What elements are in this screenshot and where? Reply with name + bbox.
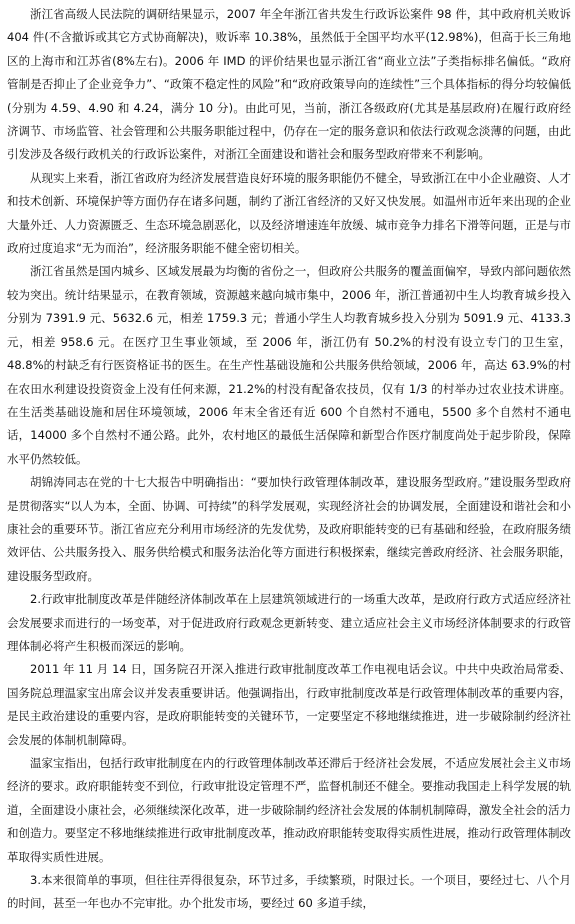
paragraph-wen-jiabao-remarks: 温家宝指出，包括行政审批制度在内的行政管理体制改革还滞后于经济社会发展，不适应发展社会主义市场经济的要求。政府职能转变不到位，行政审批设定管理不严，监督机制还不健全。要推动我国走上科学发展的轨道，全面建设小康社会，必须继续深化改革，进一步破除制约经济社会发展的体制机制障碍，激发全社会的活力和创造力。要坚定不移地继续推进行政审批制度改革，推动政府职能转变取得实质性进展，推动行政管理体制改革取得实质性进展。 — [7, 756, 571, 864]
paragraph-service-government-goal: 胡锦涛同志在党的十七大报告中明确指出：“要加快行政管理体制改革，建设服务型政府。”建设服务型政府是贯彻落实“以人为本，全面、协调、可持续”的科学发展观，实现经济社会的协调发展，全面建设和谐社会和小康社会的重要环节。浙江省应充分利用市场经济的先发优势，及政府职能转变的已有基础和经验，在政府服务绩效评估、公共服务投入、服务供给模式和服务法治化等方面进行积极探索，继续完善政府经济、社会服务职能，建设服务型政府。 — [7, 475, 571, 583]
paragraph-state-council-meeting: 2011 年 11 月 14 日，国务院召开深入推进行政审批制度改革工作电视电话会议。中共中央政治局常委、国务院总理温家宝出席会议并发表重要讲话。他强调指出，行政审批制度改革是行政管理体制改革的重要内容，是民主政治建设的重要内容，是政府职能转变的关键环节，一定要坚定不移地继续推进，进一步破除制约经济社会发展的体制机制障碍。 — [7, 662, 571, 747]
paragraph-zhejiang-court-findings: 浙江省高级人民法院的调研结果显示，2007 年全年浙江省共发生行政诉讼案件 98 件，其中政府机关败诉 404 件(不含撤诉或其它方式协商解决)，败诉率 10.38%，虽然低于全国平均水平(12.98%)，但高于长三角地区的上海市和江苏省(8%左右)。2006 年 IMD 的评价结果也显示浙江省“商业立法”子类指标排名偏低。“政府管制是否抑止了企业竞争力”、“政策不稳定性的风险”和“政府政策导向的连续性”三个具体指标的得分均较偏低(分别为 4.59、4.90 和 4.24，满分 10 分)。由此可见，当前，浙江各级政府(尤其是基层政府)在履行政府经济调节、市场监管、社会管理和公共服务职能过程中，仍存在一定的服务意识和依法行政观念淡薄的问题，由此引发涉及各级行政机关的行政诉讼案件，对浙江全面建设和谐社会和服务型政府带来不利影响。 — [7, 7, 571, 162]
paragraph-approval-complexity: 3.本来很简单的事项，但往往弄得很复杂，环节过多，手续繁琐，时限过长。一个项目，要经过七、八个月的时间，甚至一年也办不完审批。办个批发市场，要经过 60 多道手续， — [7, 873, 571, 911]
paragraph-public-service-coverage: 浙江省虽然是国内城乡、区域发展最为均衡的省份之一，但政府公共服务的覆盖面偏窄，导致内部问题依然较为突出。统计结果显示，在教育领域，资源越来越向城市集中，2006 年，浙江普通初中生人均教育城乡投入分别为 7391.9 元、5632.6 元，相差 1759.3 元；普通小学生人均教育城乡投入分别为 5091.9 元、4133.3 元，相差 958.6 元。在医疗卫生事业领域，至 2006 年，浙江仍有 50.2%的村没有设立专门的卫生室，48.8%的村缺乏有行医资格证书的医生。在生产性基础设施和公共服务供给领域，2006 年，高达 63.9%的村在农田水利建设投资资金上没有任何来源，21.2%的村没有配备农技员，仅有 1/3 的村举办过农业技术讲座。在生活类基础设施和居住环境领域，2006 年末全省还有近 600 个自然村不通电，5500 多个自然村不通电话，14000 多个自然村不通公路。此外，农村地区的最低生活保障和新型合作医疗制度尚处于起步阶段，保障水平仍然较低。 — [7, 264, 571, 466]
paragraph-service-function-deficiency: 从现实上来看，浙江省政府为经济发展营造良好环境的服务职能仍不健全，导致浙江在中小企业融资、人才和技术创新、环境保护等方面仍存在诸多问题，制约了浙江省经济的又好又快发展。如温州市近年来出现的企业大量外迁、人力资源匮乏、生态环境急剧恶化，以及经济增速连年放缓、城市竞争力排名下滑等问题，正是与市政府过度追求“无为而治”，经济服务职能不健全密切相关。 — [7, 170, 571, 256]
paragraph-approval-reform-significance: 2.行政审批制度改革是伴随经济体制改革在上层建筑领域进行的一场重大改革，是政府行政方式适应经济社会发展要求而进行的一场变革，对于促进政府行政观念更新转变、建立适应社会主义市场经济体制要求的行政管理体制必将产生积极而深远的影响。 — [7, 592, 571, 653]
